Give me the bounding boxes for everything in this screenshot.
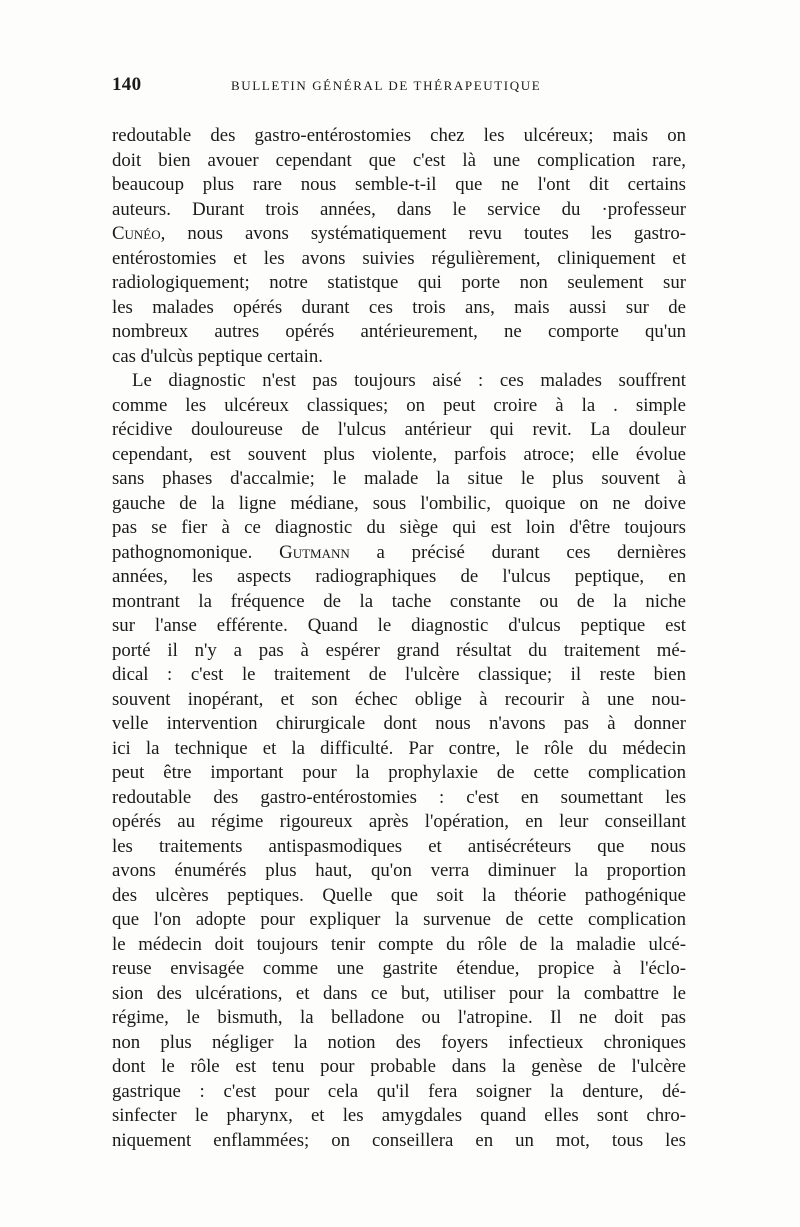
text-segment: niquement enflammées; on conseillera en un mot, tous les — [112, 1129, 686, 1151]
text-segment: montrant la fréquence de la tache constante ou de la niche — [112, 590, 686, 612]
text-line — [112, 663, 686, 688]
text-line — [112, 737, 686, 762]
text-line — [112, 1080, 686, 1105]
text-line — [112, 541, 686, 566]
text-line — [112, 345, 686, 370]
text-line — [112, 884, 686, 909]
text-line — [112, 835, 686, 860]
text-line — [112, 908, 686, 933]
text-segment: velle intervention chirurgicale dont nous n'avons pas à donner — [112, 713, 686, 734]
text-line — [112, 859, 686, 884]
text-line — [112, 712, 686, 737]
text-line — [112, 492, 686, 517]
text-line — [112, 173, 686, 198]
text-line — [112, 271, 686, 296]
text-segment: récidive douloureuse de l'ulcus antérieur qui revit. La douleur — [112, 419, 686, 440]
text-segment: pathognomonique. — [112, 541, 280, 563]
text-line — [112, 1031, 686, 1056]
text-line — [112, 933, 686, 958]
text-line — [112, 394, 686, 419]
text-line — [112, 296, 686, 321]
text-segment: régime, le bismuth, la belladone ou l'atropine. Il ne doit pas — [112, 1007, 686, 1028]
text-segment: des ulcères peptiques. Quelle que soit la théorie pathogénique — [112, 884, 686, 906]
text-line — [112, 369, 686, 394]
text-segment: avons énumérés plus haut, qu'on verra diminuer la proportion — [112, 860, 686, 881]
text-segment: les traitements antispasmodiques et antisécréteurs que nous — [112, 835, 686, 857]
text-segment: sans phases d'accalmie; le malade la situe le plus souvent à — [112, 468, 686, 489]
text-segment: sur l'anse efférente. Quand le diagnostic d'ulcus peptique est — [112, 615, 686, 636]
text-line — [112, 467, 686, 492]
text-line — [112, 418, 686, 443]
text-line — [112, 982, 686, 1007]
page-header — [112, 74, 686, 98]
text-segment: cas d'ulcùs peptique certain. — [112, 345, 323, 367]
text-segment: pas se fier à ce diagnostic du siège qui est loin d'être toujours — [112, 517, 686, 538]
text-segment: années, les aspects radiographiques de l'ulcus peptique, en — [112, 566, 686, 587]
text-segment: gastrique : c'est pour cela qu'il fera soigner la denture, dé- — [112, 1080, 686, 1102]
text-segment: a précisé durant ces dernières — [349, 541, 687, 563]
text-segment: redoutable des gastro-entérostomies : c'est en soumettant les — [112, 786, 686, 808]
text-segment: sinfecter le pharynx, et les amygdales quand elles sont chro- — [112, 1105, 686, 1126]
text-segment: ici la technique et la difficulté. Par contre, le rôle du médecin — [112, 737, 686, 759]
text-segment: nombreux autres opérés antérieurement, ne comporte qu'un — [112, 321, 686, 342]
text-line — [112, 688, 686, 713]
text-line — [112, 124, 686, 149]
text-segment: cependant, est souvent plus violente, parfois atroce; elle évolue — [112, 443, 686, 465]
author-name: Gutmann — [279, 541, 350, 563]
text-line — [112, 761, 686, 786]
text-line — [112, 1055, 686, 1080]
text-segment: comme les ulcéreux classiques; on peut croire à la . simple — [112, 394, 686, 416]
text-segment: non plus négliger la notion des foyers infectieux chroniques — [112, 1031, 686, 1053]
text-segment: peut être important pour la prophylaxie de cette complication — [112, 762, 686, 783]
text-line — [112, 516, 686, 541]
text-line — [112, 565, 686, 590]
text-segment: doit bien avouer cependant que c'est là une complication rare, — [112, 149, 686, 171]
text-segment: sion des ulcérations, et dans ce but, utiliser pour la combattre le — [112, 982, 686, 1004]
text-line — [112, 786, 686, 811]
text-segment: radiologiquement; notre statistque qui porte non seulement sur — [112, 272, 686, 293]
text-segment: gauche de la ligne médiane, sous l'ombilic, quoique on ne doive — [112, 492, 686, 514]
text-line — [112, 957, 686, 982]
text-segment: dical : c'est le traitement de l'ulcère classique; il reste bien — [112, 664, 686, 685]
text-segment: opérés au régime rigoureux après l'opération, en leur conseillant — [112, 811, 686, 832]
text-line — [112, 247, 686, 272]
text-segment: , nous avons systématiquement revu toutes les gastro- — [160, 223, 686, 244]
text-segment: redoutable des gastro-entérostomies chez les ulcéreux; mais on — [112, 125, 686, 146]
page-number: 140 — [112, 74, 142, 95]
text-line — [112, 198, 686, 223]
text-line — [112, 1129, 686, 1154]
text-line — [112, 1006, 686, 1031]
text-segment: porté il n'y a pas à espérer grand résultat du traitement mé- — [112, 639, 686, 661]
text-line — [112, 320, 686, 345]
text-segment: Le diagnostic n'est pas toujours aisé : ces malades souffrent — [132, 370, 686, 391]
text-line — [112, 639, 686, 664]
text-line — [112, 810, 686, 835]
text-segment: le médecin doit toujours tenir compte du rôle de la maladie ulcé- — [112, 933, 686, 955]
text-segment: souvent inopérant, et son échec oblige à recourir à une nou- — [112, 688, 686, 710]
text-segment: dont le rôle est tenu pour probable dans la genèse de l'ulcère — [112, 1056, 686, 1077]
text-segment: les malades opérés durant ces trois ans, mais aussi sur de — [112, 296, 686, 318]
text-line — [112, 614, 686, 639]
text-segment: entérostomies et les avons suivies régulièrement, cliniquement et — [112, 247, 686, 269]
text-segment: reuse envisagée comme une gastrite étendue, propice à l'éclo- — [112, 958, 686, 979]
text-line — [112, 149, 686, 174]
body-text — [112, 124, 686, 1153]
text-segment: que l'on adopte pour expliquer la survenue de cette complication — [112, 909, 686, 930]
text-segment: auteurs. Durant trois années, dans le service du ·professeur — [112, 198, 686, 220]
text-segment: beaucoup plus rare nous semble-t-il que ne l'ont dit certains — [112, 174, 686, 195]
text-line — [112, 443, 686, 468]
text-line — [112, 590, 686, 615]
text-line — [112, 222, 686, 247]
text-line — [112, 1104, 686, 1129]
author-name: Cunéo — [112, 223, 161, 244]
running-head: BULLETIN GÉNÉRAL DE THÉRAPEUTIQUE — [231, 78, 542, 93]
